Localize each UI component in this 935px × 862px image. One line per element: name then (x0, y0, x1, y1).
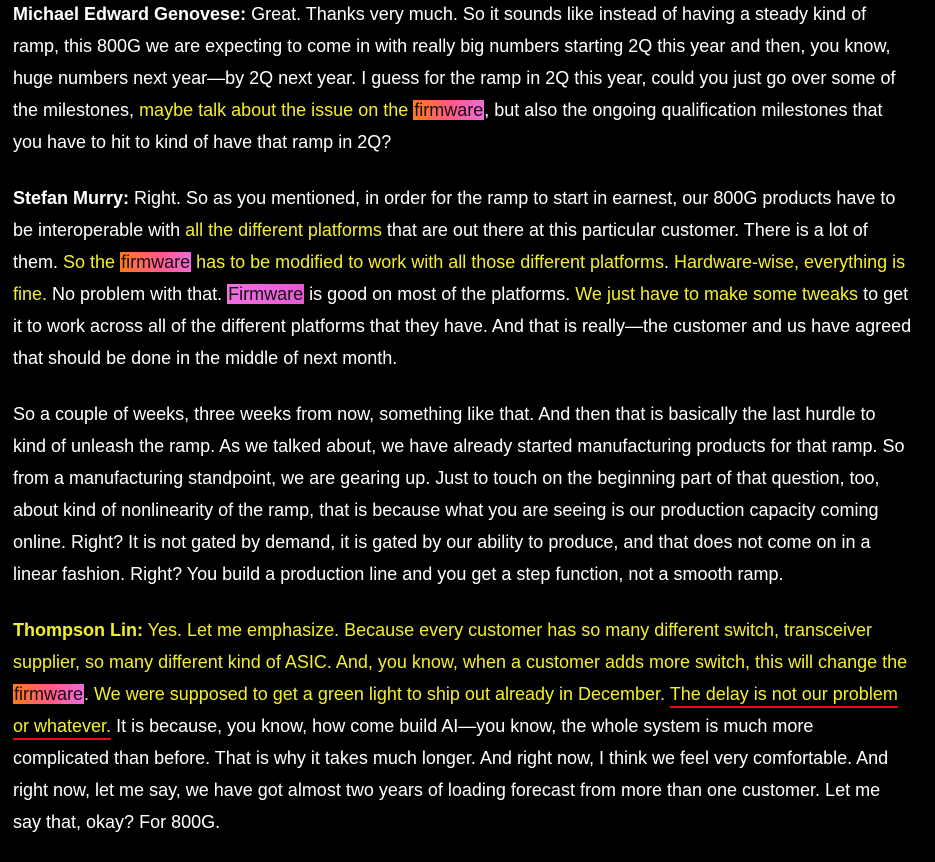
highlighted-keyword: firmware (14, 684, 84, 704)
highlighted-keyword: Firmware (228, 284, 304, 304)
paragraph-murry-continued (13, 398, 913, 590)
highlighted-text: Hardware-wise, everything is fine. (13, 252, 906, 304)
transcript-text: that are out there at this particular customer. There is a lot of them. (13, 220, 868, 272)
speaker-name: Stefan Murry: (13, 188, 130, 208)
speaker-name: Thompson Lin: (13, 620, 143, 640)
highlighted-text: all the different platforms (185, 220, 382, 240)
highlighted-text: . We were supposed to get a green light to ship out already in December. (84, 684, 670, 704)
highlighted-text: We just have to make some tweaks (575, 284, 859, 304)
transcript-text: to get it to work across all of the different platforms that they have. And that is really—the customer and us have agreed that should be done in the middle of next month. (13, 284, 912, 368)
highlighted-text: has to be modified to work with all those different platforms (191, 252, 664, 272)
transcript-text: No problem with that. (47, 284, 228, 304)
highlighted-text: So the (63, 252, 121, 272)
transcript-text: is good on most of the platforms. (304, 284, 576, 304)
speaker-name: Michael Edward Genovese: (13, 4, 247, 24)
transcript-text: . (664, 252, 675, 272)
highlighted-text: Yes. Let me emphasize. Because every customer has so many different switch, transceiver supplier, so many different kind of ASIC. And, you know, when a customer adds more switch, this will change the (13, 620, 908, 672)
transcript-text: Great. Thanks very much. So it sounds like instead of having a steady kind of ramp, this 800G we are expecting to come in with really big numbers starting 2Q this year and then, you know, huge numbers next year—by 2Q next year. I guess for the ramp in 2Q this year, could you just go over some of the milestones, (13, 4, 896, 120)
transcript-text: Right. So as you mentioned, in order for the ramp to start in earnest, our 800G products have to be interoperable with (13, 188, 896, 240)
transcript-text: , but also the ongoing qualification milestones that you have to hit to kind of have that ramp in 2Q? (13, 100, 883, 152)
paragraph-lin (13, 614, 913, 838)
transcript-text: It is because, you know, how come build AI—you know, the whole system is much more complicated than before. That is why it takes much longer. And right now, I think we feel very comfortable. And right now, let me say, we have got almost two years of loading forecast from more than one customer. Let me say that, okay? For 800G. (13, 716, 889, 832)
paragraph-genovese (13, 0, 913, 158)
transcript-text: So a couple of weeks, three weeks from now, something like that. And then that is basically the last hurdle to kind of unleash the ramp. As we talked about, we have already started manufacturing products for that ramp. So from a manufacturing standpoint, we are gearing up. Just to touch on the beginning part of that question, too, about kind of nonlinearity of the ramp, that is because what you are seeing is our production capacity coming online. Right? It is not gated by demand, it is gated by our ability to produce, and that does not come on in a linear fashion. Right? You build a production line and you get a step function, not a smooth ramp. (13, 404, 905, 584)
transcript (13, 0, 913, 862)
highlighted-text: maybe talk about the issue on the (139, 100, 414, 120)
highlighted-keyword: firmware (414, 100, 484, 120)
highlighted-keyword: firmware (121, 252, 191, 272)
underlined-text: The delay is not our problem or whatever. (13, 684, 898, 736)
paragraph-murry (13, 182, 913, 374)
